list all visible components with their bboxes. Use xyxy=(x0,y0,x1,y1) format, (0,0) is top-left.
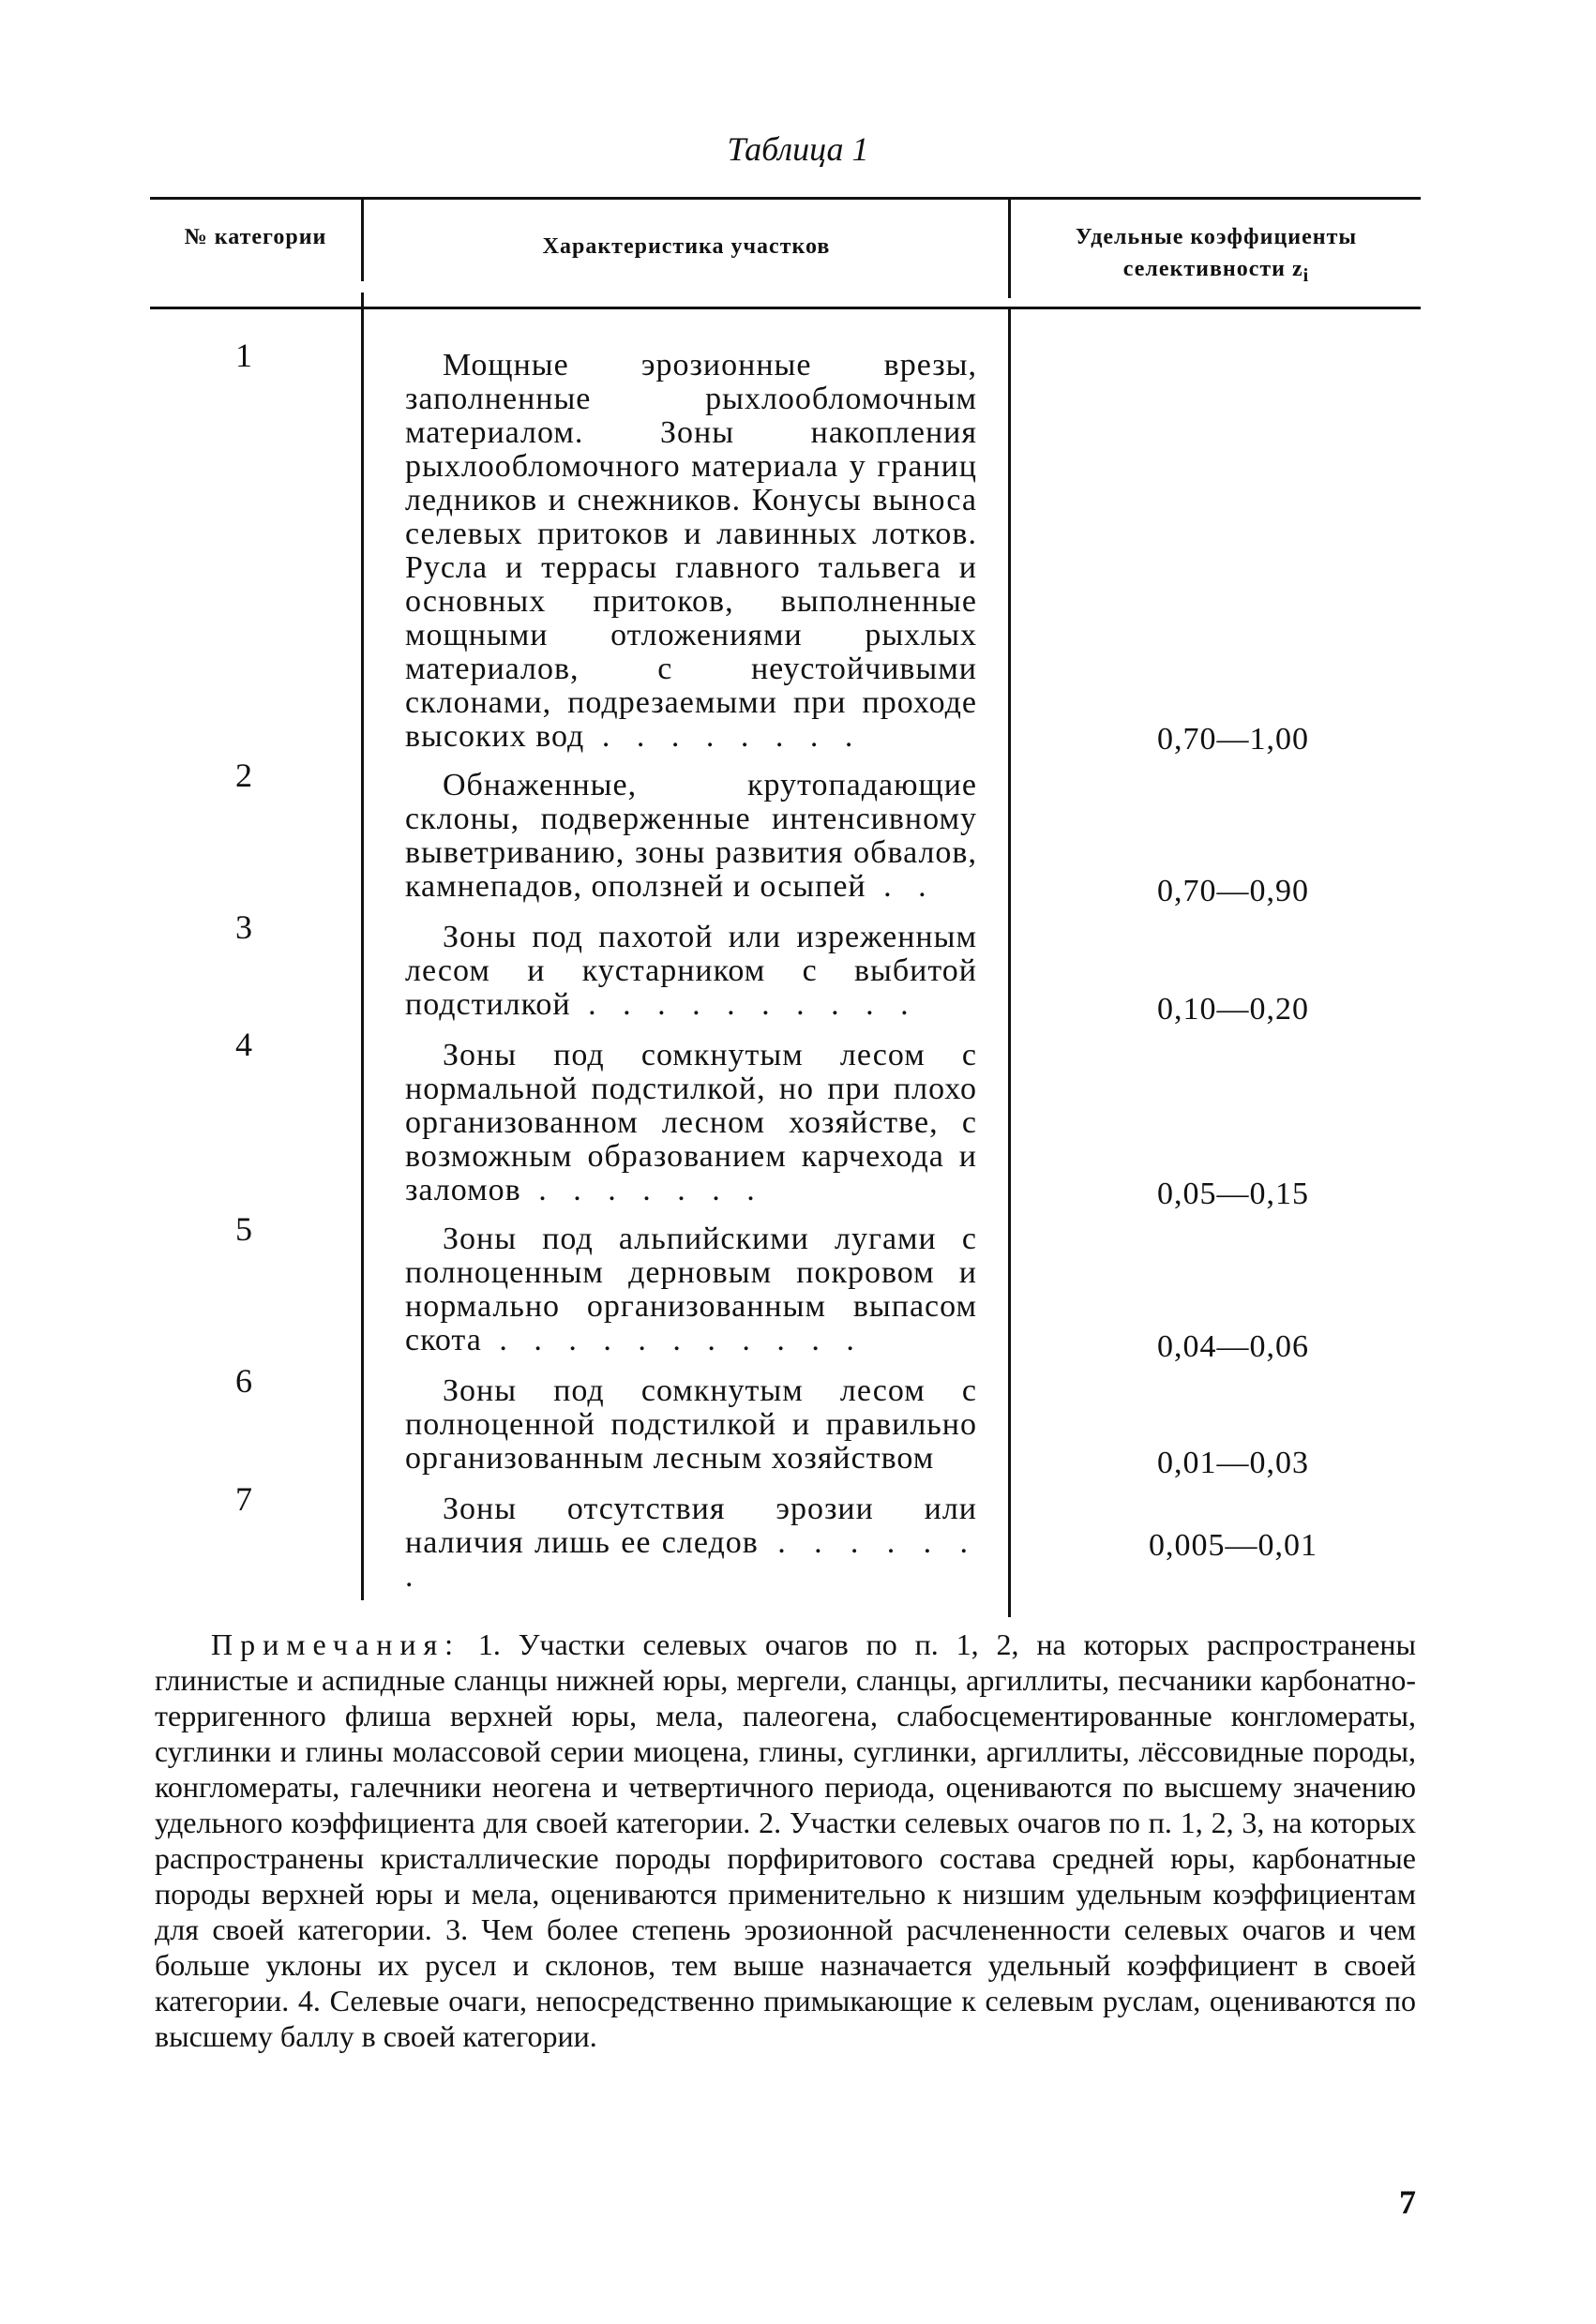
row-1-leader: . . . . . . . . xyxy=(584,719,863,754)
row-3-number: 3 xyxy=(235,908,252,946)
row-2-leader: . . xyxy=(866,869,936,904)
notes-text: 1. Участки селевых очагов по п. 1, 2, на которых распространены глинистые и аспидные сланцы нижней юры, мергели, сланцы, аргиллиты, песчаники карбонатно-терригенного флиша верхней юры, мела, палеогена, слабосцементированные конгломераты, суглинки и глины молассовой серии миоцена, глины, суглинки, аргиллиты, лёссовидные породы, конгломераты, галечники неогена и четвертичного периода, оцениваются по высшему значению удельного коэффициента для своей категории. 2. Участки селевых очагов по п. 1, 2, 3, на которых распространены кристаллические породы порфиритового состава средней юры, карбонатные породы верхней юры и мела, оцениваются применительно к низшим удельным коэффициентам для своей категории. 3. Чем более степень эрозионной расчлененности селевых очагов и чем больше уклоны их русел и склонов, тем выше назначается удельный коэффициент в своей категории. 4. Селевые очаги, непосредственно примыкающие к селевым руслам, оцениваются по высшему баллу в своей категории. xyxy=(155,1627,1416,2053)
row-1-text: Мощные эрозионные врезы, заполненные рыхлообломочным материалом. Зоны накопления рыхлообломочного материала у границ ледников и снежников. Конусы выноса селевых притоков и лавинных лотков. Русла и террасы главного тальвега и основных притоков, выполненные мощными отложениями рыхлых материалов, с неустойчивыми склонами, подрезаемыми при проходе высоких вод . . . . . . . . xyxy=(405,348,977,754)
row-1-value: 0,70—1,00 xyxy=(1157,722,1309,757)
row-2-number: 2 xyxy=(235,757,252,794)
row-2-value: 0,70—0,90 xyxy=(1157,874,1309,908)
notes-paragraph xyxy=(155,1627,1416,2054)
row-7-leader: . . . . . . . xyxy=(405,1525,977,1594)
row-3-text: Зоны под пахотой или изреженным лесом и кустарником с выбитой подстилкой . . . . . . . . . . xyxy=(405,920,977,1022)
header-coefficient xyxy=(1015,221,1418,292)
header-coefficient-line1: Удельные коэффициенты xyxy=(1075,225,1358,249)
row-4-text: Зоны под сомкнутым лесом с нормальной подстилкой, но при плохо организованном лесном хозяйстве, с возможным образованием карчехода и заломов . . . . . . . xyxy=(405,1038,977,1207)
row-4-number: 4 xyxy=(235,1026,252,1063)
row-4-leader: . . . . . . . xyxy=(520,1173,764,1207)
page-number: 7 xyxy=(1399,2183,1416,2221)
table-top-rule xyxy=(150,197,1421,200)
row-7-value: 0,005—0,01 xyxy=(1149,1528,1317,1563)
header-coefficient-line2: селективности $z_i$ xyxy=(1122,257,1310,286)
row-1-number: 1 xyxy=(235,337,252,374)
column-divider-2 xyxy=(1008,309,1011,1617)
header-divider-2 xyxy=(1008,197,1011,298)
row-5-number: 5 xyxy=(235,1210,252,1248)
row-6-text: Зоны под сомкнутым лесом с полноценной подстилкой и правильно организованным лесным хозяйством xyxy=(405,1373,977,1476)
row-2-text: Обнаженные, крутопадающие склоны, подверженные интенсивному выветриванию, зоны развития обвалов, камнепадов, оползней и осыпей . . xyxy=(405,768,977,904)
row-5-leader: . . . . . . . . . . . xyxy=(481,1323,864,1357)
row-3-value: 0,10—0,20 xyxy=(1157,992,1309,1027)
row-7-text: Зоны отсутствия эрозии или наличия лишь ее следов . . . . . . . xyxy=(405,1492,977,1594)
header-divider-1 xyxy=(361,197,364,281)
row-6-number: 6 xyxy=(235,1362,252,1400)
row-5-text: Зоны под альпийскими лугами с полноценным дерновым покровом и нормально организованным выпасом скота . . . . . . . . . . . xyxy=(405,1222,977,1357)
row-3-leader: . . . . . . . . . . xyxy=(570,987,918,1022)
row-5-value: 0,04—0,06 xyxy=(1157,1329,1309,1364)
row-6-value: 0,01—0,03 xyxy=(1157,1446,1309,1480)
header-coefficient-sub: i xyxy=(1302,264,1310,286)
column-divider-1 xyxy=(361,292,364,1600)
notes-label: Примечания: xyxy=(211,1627,461,1661)
table-header-bottom-rule xyxy=(150,307,1421,309)
row-4-value: 0,05—0,15 xyxy=(1157,1177,1309,1211)
row-7-number: 7 xyxy=(235,1480,252,1518)
table-caption: Таблица 1 xyxy=(727,130,869,168)
header-category: № категории xyxy=(184,225,327,249)
header-characteristic: Характеристика участков xyxy=(542,234,831,259)
